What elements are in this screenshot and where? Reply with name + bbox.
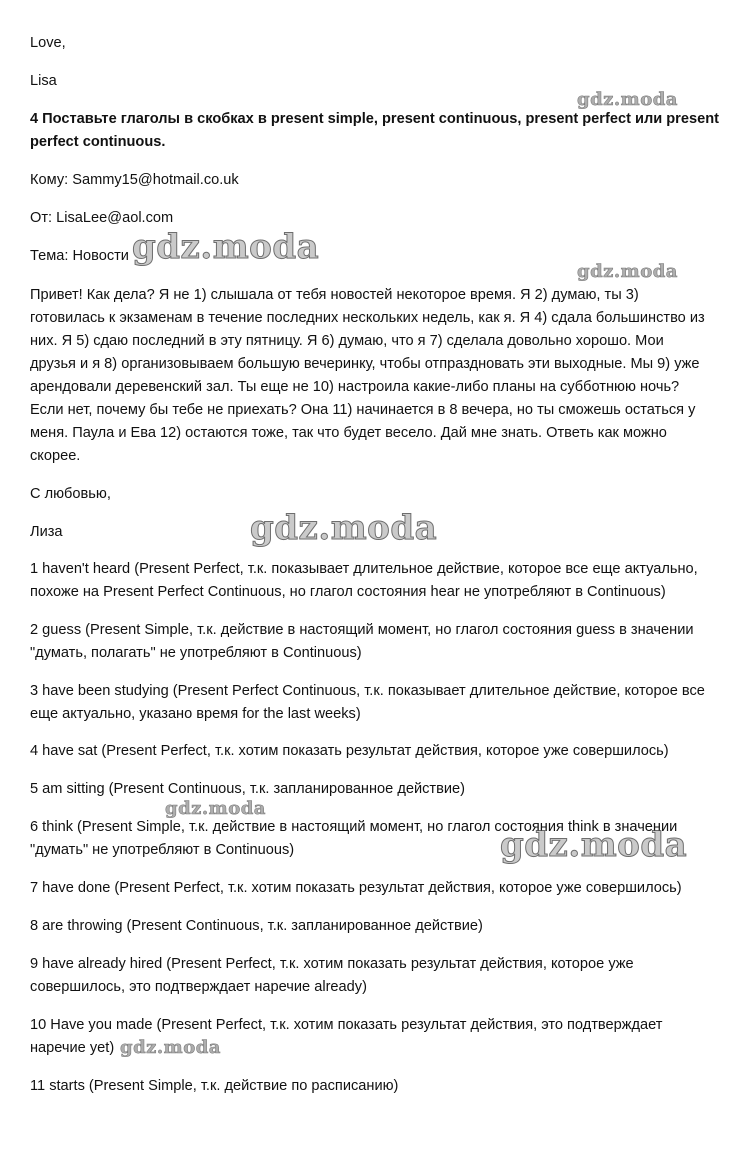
watermark: gdz.moda [120,1037,221,1058]
translation-line: Привет! Как дела? Я не 1) слышала от тебя новостей некоторое время. Я 2) думаю, ты 3) [30,287,639,303]
answer-10-line2: наречие yet) [30,1040,115,1056]
translation-signoff: С любовью, [30,486,111,502]
answer-4: 4 have sat (Present Perfect, т.к. хотим показать результат действия, которое уже совершилось) [30,743,669,759]
watermark: gdz.moda [500,825,688,865]
task-title-line2: perfect continuous. [30,134,166,150]
translation-name: Лиза [30,524,63,540]
answer-1-line1: 1 haven't heard (Present Perfect, т.к. показывает длительное действие, которое все еще актуально, [30,561,698,577]
answer-3-line1: 3 have been studying (Present Perfect Continuous, т.к. показывает длительное действие, которое все [30,683,705,699]
letter-signoff: Love, [30,35,66,51]
email-from: От: LisaLee@aol.com [30,210,174,226]
answer-5: 5 am sitting (Present Continuous, т.к. запланированное действие) [30,781,465,797]
task-title-line1: 4 Поставьте глаголы в скобках в present simple, present continuous, present perfect или present [30,111,719,127]
answer-10-line1: 10 Have you made (Present Perfect, т.к. хотим показать результат действия, это подтверждает [30,1017,663,1033]
answer-7: 7 have done (Present Perfect, т.к. хотим показать результат действия, которое уже совершилось) [30,880,682,896]
watermark: gdz.moda [250,508,438,548]
answer-9-line1: 9 have already hired (Present Perfect, т.к. хотим показать результат действия, которое уже [30,956,634,972]
email-to: Кому: Sammy15@hotmail.co.uk [30,172,239,188]
watermark: gdz.moda [577,89,678,110]
translation-line: друзья и я 8) организовываем большую вечеринку, чтобы отпраздновать эти выходные. Мы 9) уже [30,356,700,372]
translation-line: меня. Паула и Ева 12) остаются тоже, так что будет весело. Дай мне знать. Ответь как можно [30,425,667,441]
translation-line: арендовали деревенский зал. Ты еще не 10) настроила какие-либо планы на субботнюю ночь? [30,379,680,395]
email-subject: Тема: Новости [30,248,129,264]
answer-8: 8 are throwing (Present Continuous, т.к. запланированное действие) [30,918,483,934]
answer-11: 11 starts (Present Simple, т.к. действие по расписанию) [30,1078,399,1094]
translation-line: Если нет, почему бы тебе не приехать? Она 11) начинается в 8 вечера, но ты сможешь остаться у [30,402,696,418]
answer-9-line2: совершилось, это подтверждает наречие already) [30,979,367,995]
answer-6-line1: 6 think (Present Simple, т.к. действие в настоящий момент, но глагол состояния think в значении [30,819,678,835]
translation-line: скорее. [30,448,81,464]
watermark: gdz.moda [132,227,320,267]
answer-2-line1: 2 guess (Present Simple, т.к. действие в настоящий момент, но глагол состояния guess в значении [30,622,694,638]
answer-2-line2: "думать, полагать" не употребляют в Continuous) [30,645,362,661]
letter-name: Lisa [30,73,57,89]
translation-line: них. Я 5) сдаю последний в эту пятницу. Я 6) думаю, что я 7) сделала довольно хорошо. Мои [30,333,664,349]
answer-6-line2: "думать" не употребляют в Continuous) [30,842,295,858]
answer-3-line2: еще актуально, указано время for the last weeks) [30,706,361,722]
translation-line: готовилась к экзаменам в течение последних нескольких недель, как я. Я 4) сдала большинство из [30,310,705,326]
answer-1-line2: похоже на Present Perfect Continuous, но глагол состояния hear не употребляют в Continuous) [30,584,666,600]
watermark: gdz.moda [165,798,266,819]
watermark: gdz.moda [577,261,678,282]
